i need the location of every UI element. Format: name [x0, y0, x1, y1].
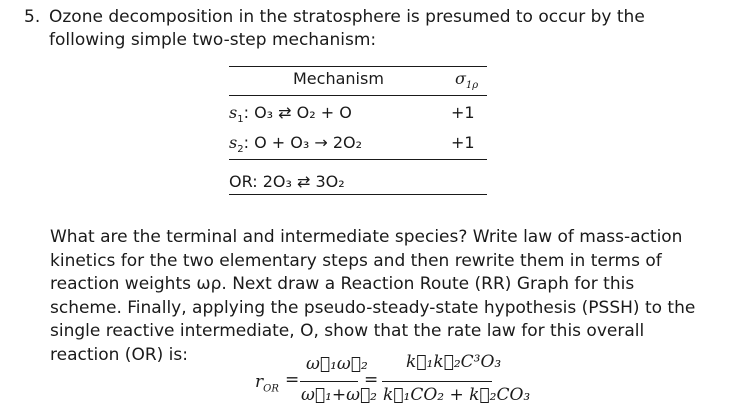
- header-mechanism: Mechanism: [293, 69, 384, 88]
- table-row-step2-sigma: +1: [451, 133, 475, 152]
- question-number: 5.: [24, 7, 41, 27]
- equation-frac1-bar: [300, 381, 358, 382]
- table-mid-rule: [229, 159, 487, 160]
- equation-equals-1: =: [285, 370, 300, 390]
- equation-lhs: $r_{OR}$: [255, 372, 279, 395]
- table-bottom-rule: [229, 194, 487, 195]
- equation-frac2-numerator: k⃗₁k⃗₂C³O₃: [406, 352, 502, 372]
- equation-frac2-bar: [382, 381, 492, 382]
- equation-equals-2: =: [364, 370, 379, 390]
- question-paragraph: What are the terminal and intermediate species? Write law of mass-action kinetics for the two elementary steps and then rewrite them in terms of reaction weights ωρ. Next draw a Reaction Route (RR) Graph for this scheme. Finally, applying the pseudo-steady-state hypothesis (PSSH) to the single reactive intermediate, O, show that the rate law for this overall reaction (OR) is:: [50, 227, 696, 365]
- header-sigma: $\sigma_{1\rho}$: [455, 69, 479, 92]
- table-header-rule: [229, 95, 487, 96]
- table-row-step1: $s_1$: O₃ ⇄ O₂ + O: [229, 103, 352, 126]
- table-overall-reaction: OR: 2O₃ ⇄ 3O₂: [229, 172, 345, 191]
- equation-frac1-denominator: ω⃖₁+ω⃗₂: [301, 385, 378, 405]
- equation-frac2-denominator: k⃖₁CO₂ + k⃗₂CO₃: [383, 385, 531, 405]
- equation-frac1-numerator: ω⃗₁ω⃗₂: [306, 354, 368, 374]
- table-top-rule: [229, 66, 487, 67]
- question-intro: Ozone decomposition in the stratosphere is presumed to occur by the following simple two-step mechanism:: [49, 7, 645, 50]
- table-row-step1-sigma: +1: [451, 103, 475, 122]
- table-row-step2: $s_2$: O + O₃ → 2O₂: [229, 133, 363, 156]
